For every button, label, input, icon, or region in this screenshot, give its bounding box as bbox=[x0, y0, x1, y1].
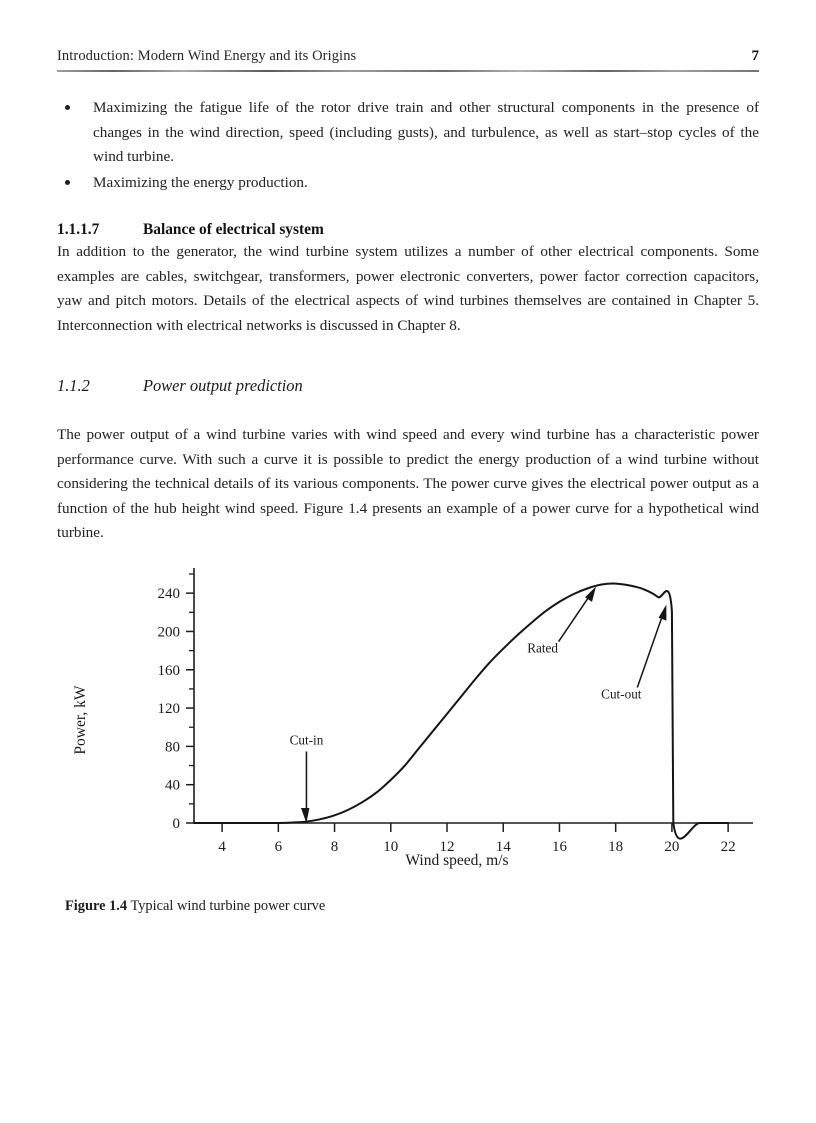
annotation-label-cut-in: Cut-in bbox=[289, 732, 324, 748]
section-paragraph-1117: In addition to the generator, the wind turbine system utilizes a number of other electrical components. Some examples are cables, switchgear, transformers, power electronic converters, power factor correction capacitors, yaw and pitch motors. Details of the electrical aspects of wind turbines themselves are contained in Chapter 5. Interconnection with electrical networks is discussed in Chapter 8. bbox=[57, 243, 759, 334]
chart-tick-labels bbox=[158, 586, 736, 855]
section-number: 1.1.2 bbox=[57, 376, 90, 395]
figure-caption bbox=[65, 898, 325, 915]
running-head-title: Introduction: Modern Wind Energy and its Origins bbox=[57, 48, 357, 64]
running-head bbox=[57, 48, 759, 65]
section-paragraph-112: The power output of a wind turbine varies with wind speed and every wind turbine has a characteristic power performance curve. With such a curve it is possible to predict the energy production of a wind turbine without considering the technical details of its various components. The power curve gives the electrical power output as a function of the hub height wind speed. Figure 1.4 presents an example of a power curve for a hypothetical wind turbine. bbox=[57, 426, 759, 541]
bullet-list bbox=[57, 96, 759, 195]
annotation-arrow-head bbox=[659, 605, 667, 621]
x-tick-label: 16 bbox=[551, 839, 567, 855]
section-title: Power output prediction bbox=[143, 376, 303, 395]
annotation-label-cut-out: Cut-out bbox=[601, 686, 642, 702]
chart-annotations bbox=[290, 587, 667, 824]
x-tick-label: 22 bbox=[720, 839, 736, 855]
y-tick-label: 0 bbox=[172, 816, 180, 832]
list-item bbox=[57, 96, 759, 170]
figure-caption-text: Typical wind turbine power curve bbox=[130, 898, 326, 914]
list-item-text: Maximizing the fatigue life of the rotor drive train and other structural components in the presence of changes in the wind direction, speed (including gusts), and turbulence, as well as start–stop cycles of the wind turbine. bbox=[93, 99, 759, 165]
x-tick-label: 14 bbox=[495, 839, 511, 855]
y-tick-label: 200 bbox=[157, 624, 180, 641]
header-rule bbox=[57, 70, 759, 72]
annotation-label-rated: Rated bbox=[527, 640, 558, 656]
y-axis-title: Power, kW bbox=[72, 685, 89, 755]
page-number: 7 bbox=[751, 48, 759, 64]
annotation-arrow-shaft bbox=[637, 619, 661, 688]
bullet-dot bbox=[65, 180, 70, 185]
y-tick-label: 40 bbox=[165, 777, 180, 794]
chart-axes bbox=[186, 568, 753, 832]
annotation-arrow-shaft bbox=[559, 599, 588, 642]
x-tick-label: 20 bbox=[664, 839, 680, 855]
list-item-text: Maximizing the energy production. bbox=[93, 173, 308, 191]
section-title: Balance of electrical system bbox=[143, 221, 324, 238]
power-curve-line bbox=[194, 584, 728, 839]
figure-caption-label: Figure 1.4 bbox=[65, 898, 128, 914]
page-content bbox=[57, 96, 759, 546]
y-tick-label: 120 bbox=[157, 701, 180, 718]
section-heading-1117 bbox=[57, 221, 759, 239]
x-axis-title: Wind speed, m/s bbox=[405, 852, 509, 869]
x-tick-label: 18 bbox=[608, 839, 624, 855]
x-tick-label: 4 bbox=[218, 839, 226, 855]
x-tick-label: 12 bbox=[439, 839, 455, 855]
power-curve-chart bbox=[57, 560, 759, 890]
chart-curve bbox=[194, 584, 728, 839]
x-tick-label: 6 bbox=[274, 839, 283, 855]
section-number: 1.1.1.7 bbox=[57, 221, 100, 238]
y-tick-label: 80 bbox=[165, 739, 180, 756]
section-heading-112 bbox=[57, 376, 759, 396]
y-tick-label: 160 bbox=[157, 662, 180, 679]
figure-1-4 bbox=[57, 560, 759, 890]
list-item bbox=[57, 171, 759, 196]
x-tick-label: 10 bbox=[383, 839, 399, 855]
bullet-dot bbox=[65, 105, 70, 110]
x-tick-label: 8 bbox=[330, 839, 339, 855]
y-tick-label: 240 bbox=[157, 586, 180, 603]
